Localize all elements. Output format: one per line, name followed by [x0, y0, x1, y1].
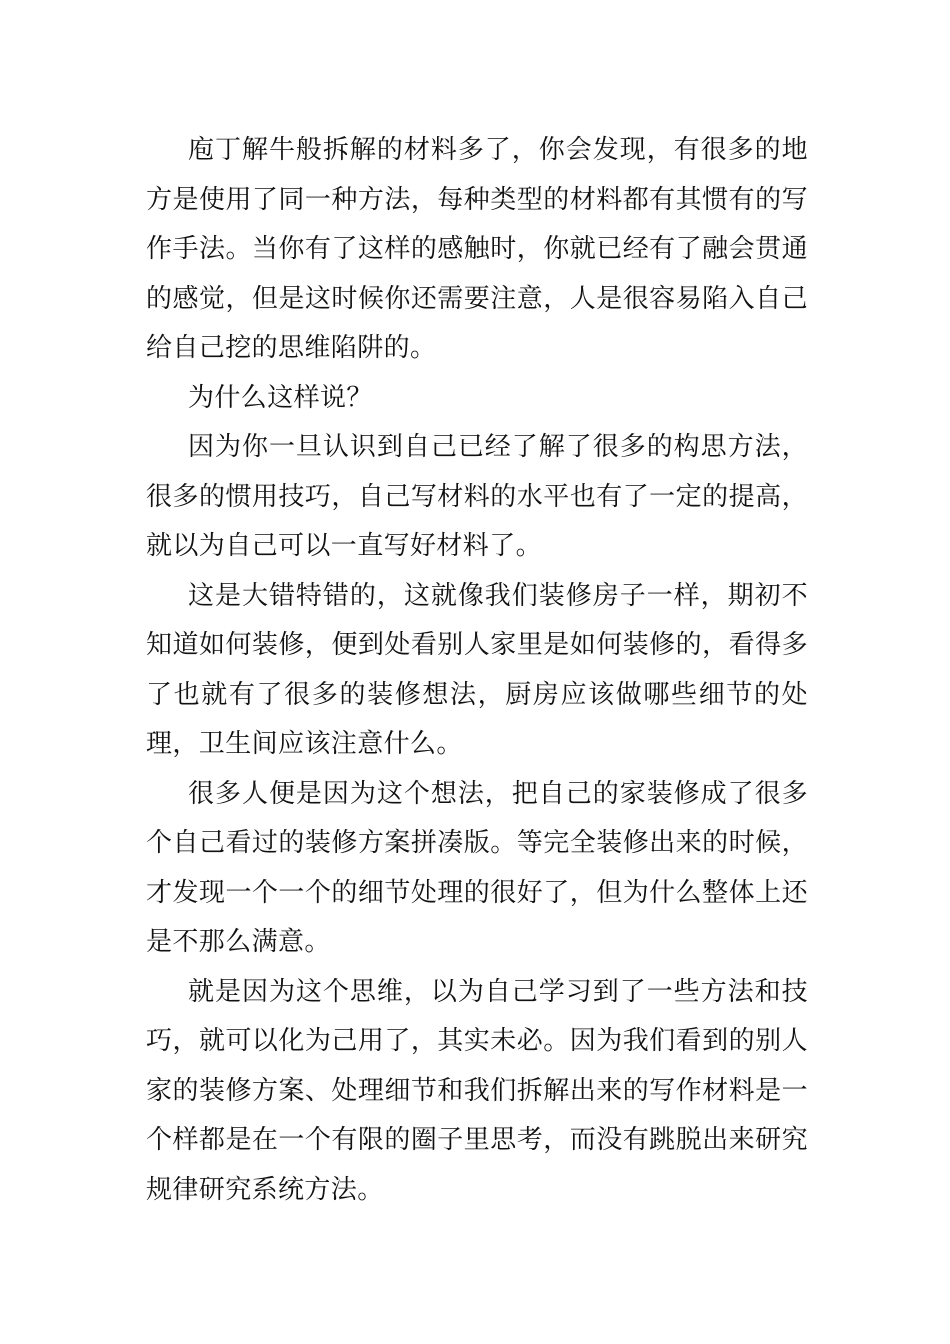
body-text	[146, 126, 808, 1215]
paragraph-6: 就是因为这个思维，以为自己学习到了一些方法和技巧，就可以化为己用了，其实未必。因为我们看到的别人家的装修方案、处理细节和我们拆解出来的写作材料是一个样都是在一个有限的圈子里思考，而没有跳脱出来研究规律研究系统方法。	[146, 976, 808, 1205]
paragraph-4: 这是大错特错的，这就像我们装修房子一样，期初不知道如何装修，便到处看别人家里是如何装修的，看得多了也就有了很多的装修想法，厨房应该做哪些细节的处理，卫生间应该注意什么。	[146, 580, 808, 759]
paragraph-5: 很多人便是因为这个想法，把自己的家装修成了很多个自己看过的装修方案拼凑版。等完全装修出来的时候，才发现一个一个的细节处理的很好了，但为什么整体上还是不那么满意。	[146, 778, 808, 957]
paragraph-2: 为什么这样说？	[188, 382, 373, 413]
paragraph-3: 因为你一旦认识到自己已经了解了很多的构思方法，很多的惯用技巧，自己写材料的水平也有了一定的提高，就以为自己可以一直写好材料了。	[146, 432, 808, 561]
paragraph-1: 庖丁解牛般拆解的材料多了，你会发现，有很多的地方是使用了同一种方法，每种类型的材料都有其惯有的写作手法。当你有了这样的感触时，你就已经有了融会贯通的感觉，但是这时候你还需要注意，人是很容易陷入自己给自己挖的思维陷阱的。	[146, 135, 808, 363]
